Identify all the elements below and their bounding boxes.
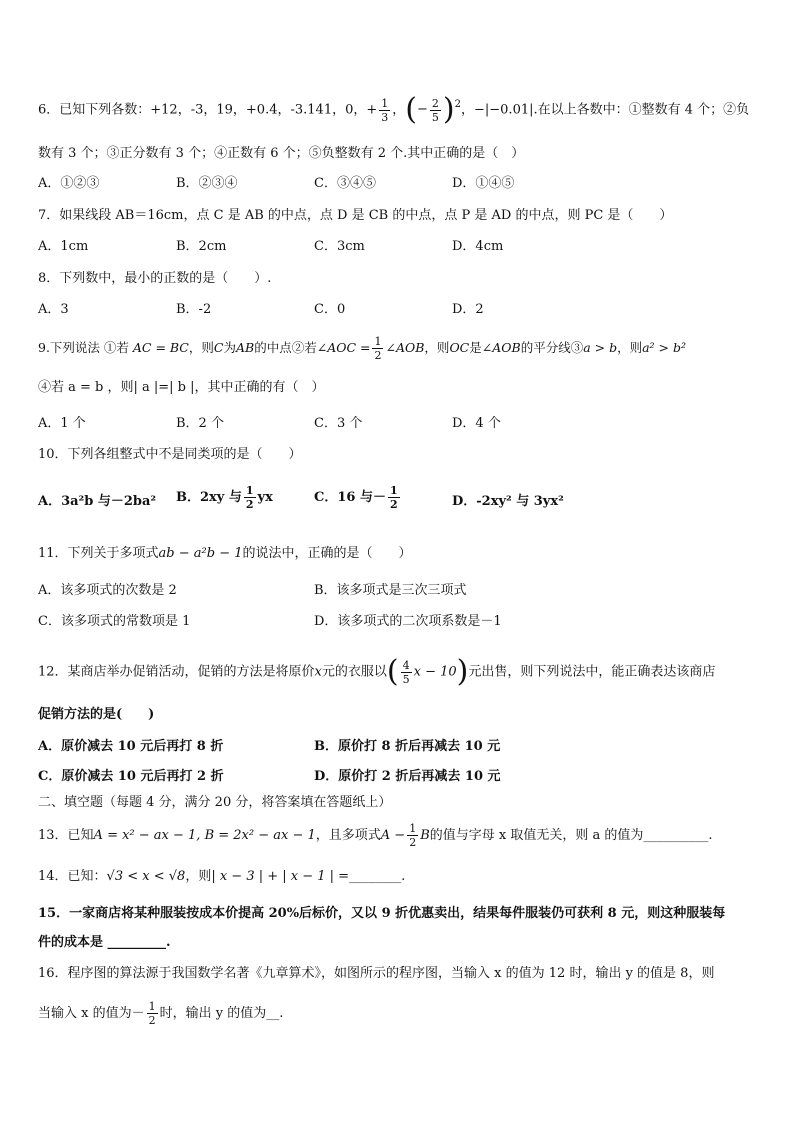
q6-line1: 6．已知下列各数：+12，-3，19，+0.4，-3.141，0，+ $\frac{1}{3}$ ，(− $\frac{2}{5}$ )$^2$，−|−0.01|.在以上各数中：①整数有 4 个；②负 [38,92,750,127]
q7-option-a: A．1cm [38,239,89,254]
q6-option-a: A．①②③ [38,176,100,191]
q12-option-c: C．原价减去 10 元后再打 2 折 [38,769,224,784]
q12-option-b: B．原价打 8 折后再减去 10 元 [314,739,501,754]
q9-line1: 9.下列说法 ①若 AC = BC，则C为AB的中点②若∠AOC = $\frac{1}{2}$ ∠AOB，则OC是∠AOB的平分线③a > b，则a² > b² [38,335,687,362]
q8-stem: 8．下列数中，最小的正数的是（ ）. [38,271,272,286]
q8-option-a: A．3 [38,302,69,317]
q9-fraction-half: $\frac{1}{2}$ [374,335,382,362]
q16-line2: 当输入 x 的值为－ $\frac{1}{2}$ 时，输出 y 的值为__. [38,1000,284,1027]
q12-option-a: A．原价减去 10 元后再打 8 折 [38,739,224,754]
q12-line1: 12．某商店举办促销活动，促销的方法是将原价x元的衣服以( $\frac{4}{5}$ x − 10)元出售，则下列说法中，能正确表达该商店 [38,654,716,689]
q6-option-d: D．①④⑤ [452,176,515,191]
q11-option-d: D．该多项式的二次项系数是－1 [314,614,502,629]
q9-option-b: B．2 个 [176,416,224,431]
q11-stem: 11．下列关于多项式ab − a²b − 1的说法中，正确的是（ ） [38,546,412,561]
q7-stem: 7．如果线段 AB＝16cm，点 C 是 AB 的中点，点 D 是 CB 的中点，点 P 是 AD 的中点，则 PC 是（ ） [38,208,673,223]
q9-line2: ④若 a = b ，则| a |=| b |，其中正确的有（ ） [38,380,325,395]
q6-text-b: ，−|−0.01|.在以上各数中：①整数有 4 个；②负 [461,102,750,118]
q10-option-a: A．3a²b 与－2ba² [38,494,157,509]
q6-option-b: B．②③④ [176,176,238,191]
q12-option-d: D．原价打 2 折后再减去 10 元 [314,769,501,784]
q10-option-d: D．-2xy² 与 3yx² [452,494,564,509]
q12-line2: 促销方法的是( ) [38,707,155,722]
q11-option-c: C．该多项式的常数项是 1 [38,614,191,629]
q11-option-b: B．该多项式是三次三项式 [314,583,467,598]
q12-fraction-four-fifths: $\frac{4}{5}$ [402,658,410,686]
q7-option-b: B．2cm [176,239,227,254]
q10-option-c: C．16 与－ $\frac{1}{2}$ [314,484,398,511]
q6-option-c: C．③④⑤ [314,176,376,191]
q8-option-c: C．0 [314,302,346,317]
q10-stem: 10．下列各组整式中不是同类项的是（ ） [38,447,302,462]
q8-option-d: D．2 [452,302,484,317]
q7-option-d: D．4cm [452,239,504,254]
q15-line2: 件的成本是 _________. [38,935,171,950]
q6-line2: 数有 3 个；③正分数有 3 个；④正数有 6 个；⑤负整数有 2 个.其中正确的是（ ） [38,146,525,161]
q13-stem: 13．已知A = x² − ax − 1, B = 2x² − ax − 1，且多项式A − $\frac{1}{2}$ B的值与字母 x 取值无关，则 a 的值为__________. [38,822,713,849]
q8-option-b: B．-2 [176,302,212,317]
q9-option-a: A．1 个 [38,416,86,431]
q6-fraction-one-third: $\frac{1}{3}$ [381,96,389,124]
q7-option-c: C．3cm [314,239,365,254]
q6-text-a: 6．已知下列各数：+12，-3，19，+0.4，-3.141，0，+ [38,102,378,118]
q9-option-d: D．4 个 [452,416,501,431]
section-heading-fill-in: 二、填空题（每题 4 分，满分 20 分，将答案填在答题纸上） [38,795,392,810]
q15-line1: 15．一家商店将某种服装按成本价提高 20%后标价，又以 9 折优惠卖出，结果每件服装仍可获利 8 元，则这种服装每 [38,906,726,921]
q6-fraction-two-fifths: $\frac{2}{5}$ [431,96,439,124]
q10-option-b: B．2xy 与 $\frac{1}{2}$ yx [176,484,273,511]
q11-option-a: A．该多项式的次数是 2 [38,583,177,598]
q16-line1: 16．程序图的算法源于我国数学名著《九章算术》，如图所示的程序图，当输入 x 的值为 12 时，输出 y 的值是 8，则 [38,966,715,981]
q14-stem: 14．已知：√3 < x < √8，则| x − 3 | + | x − 1 | =________. [38,869,406,884]
q9-option-c: C．3 个 [314,416,363,431]
